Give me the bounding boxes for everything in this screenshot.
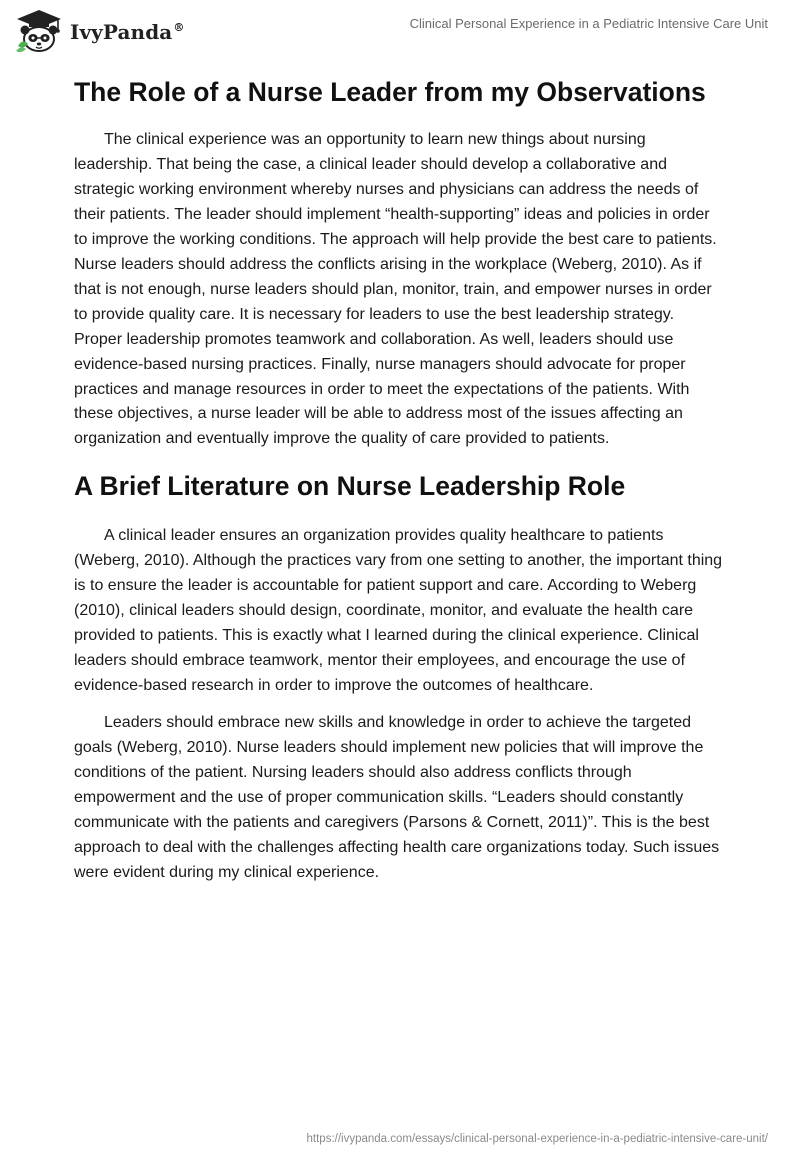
page-header bbox=[0, 0, 800, 60]
paragraph: Leaders should embrace new skills and knowledge in order to achieve the targeted goals (Weberg, 2010). Nurse leaders should implement new policies that will improve the conditions of the patient. Nursing leaders should also address conflicts through empowerment and the use of proper communication skills. “Leaders should constantly communicate with the patients and caregivers (Parsons & Cornett, 2011)”. This is the best approach to deal with the challenges affecting health care organizations today. Such issues were evident during my clinical experience. bbox=[74, 714, 720, 881]
document-title: Clinical Personal Experience in a Pediatric Intensive Care Unit bbox=[409, 16, 768, 31]
essay-content bbox=[74, 72, 726, 898]
brand-name: IvyPanda® bbox=[70, 20, 185, 44]
brand-logo[interactable] bbox=[14, 8, 184, 54]
source-url[interactable]: https://ivypanda.com/essays/clinical-personal-experience-in-a-pediatric-intensive-care-unit/ bbox=[306, 1133, 768, 1145]
section-heading-literature: A Brief Literature on Nurse Leadership Role bbox=[74, 471, 626, 502]
paragraph: The clinical experience was an opportunity to learn new things about nursing leadership. That being the case, a clinical leader should develop a collaborative and strategic working environment whereby nurses and physicians can address the needs of their patients. The leader should implement “health-supporting” ideas and policies in order to improve the working conditions. The approach will help provide the best care to patients. Nurse leaders should address the conflicts arising in the workplace (Weberg, 2010). As if that is not enough, nurse leaders should plan, monitor, train, and empower nurses in order to provide quality care. It is necessary for leaders to use the best leadership strategy. Proper leadership promotes teamwork and collaboration. As well, leaders should use evidence-based nursing practices. Finally, nurse managers should advocate for proper practices and manage resources in order to meet the expectations of the patients. With these objectives, a nurse leader will be able to address most of the issues affecting an organization and eventually improve the quality of care provided to patients. bbox=[74, 131, 717, 448]
panda-graduation-cap-icon bbox=[14, 8, 64, 54]
paragraph: A clinical leader ensures an organization provides quality healthcare to patients (Weberg, 2010). Although the practices vary from one setting to another, the important thing is to ensure the leader is accountable for patient support and care. According to Weberg (2010), clinical leaders should design, coordinate, monitor, and evaluate the health care provided to patients. This is exactly what I learned during the clinical experience. Clinical leaders should embrace teamwork, mentor their employees, and encourage the use of evidence-based research in order to improve the outcomes of healthcare. bbox=[74, 527, 723, 695]
registered-mark: ® bbox=[173, 21, 185, 35]
section-heading-nurse-leader-role: The Role of a Nurse Leader from my Observations bbox=[74, 77, 706, 107]
